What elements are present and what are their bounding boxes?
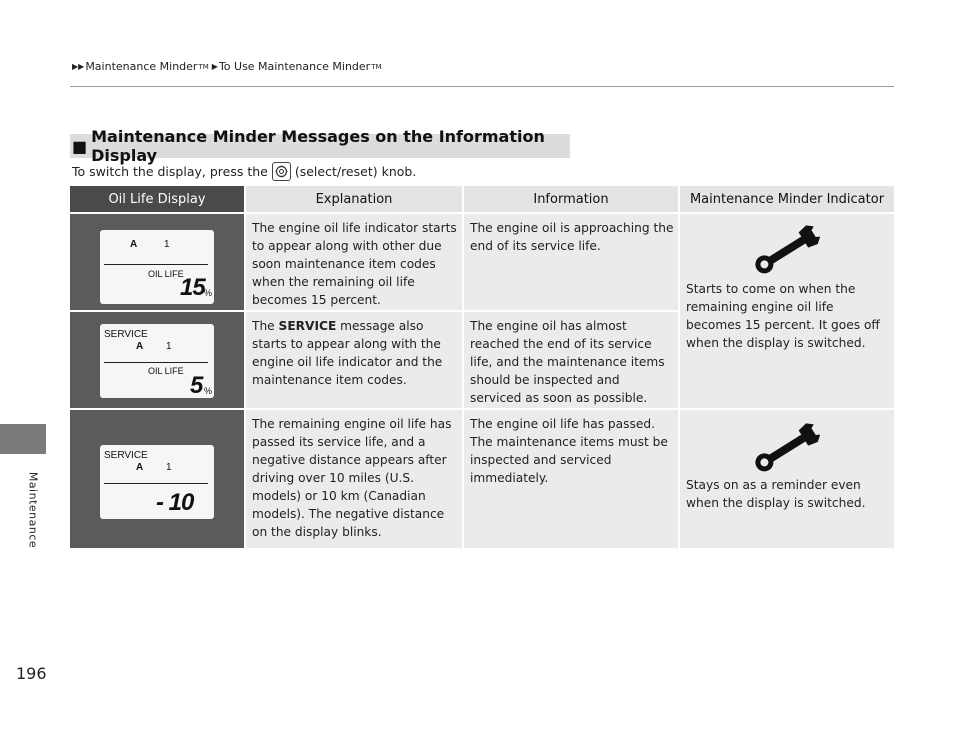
lcd-display — [100, 324, 214, 398]
lcd-display — [100, 230, 214, 304]
service-keyword: SERVICE — [278, 319, 337, 333]
header-oil-life-display: Oil Life Display — [70, 186, 244, 212]
indicator-description: Stays on as a reminder even when the display is switched. — [686, 478, 866, 510]
maintenance-subcode: 1 — [166, 462, 172, 473]
lcd-display — [100, 445, 214, 519]
chapter-label — [22, 460, 44, 560]
breadcrumb-item: To Use Maintenance Minder — [218, 60, 371, 73]
header-divider — [70, 86, 894, 87]
explanation-text: message also starts to appear along with the engine oil life indicator and the maintenance item codes. — [252, 319, 443, 387]
explanation-prefix: The — [252, 319, 275, 333]
maintenance-table — [70, 186, 894, 548]
oil-life-label: OIL LIFE — [148, 366, 184, 376]
section-title-text: Maintenance Minder Messages on the Information Display — [91, 127, 545, 165]
maintenance-subcode: 1 — [166, 341, 172, 352]
negative-distance-value: - 10 — [156, 489, 194, 516]
oil-life-display-cell — [70, 312, 244, 408]
breadcrumb-item: Maintenance Minder — [85, 60, 198, 73]
breadcrumb-arrow-icon: ▶▶ — [72, 62, 85, 71]
lcd-divider — [104, 264, 208, 265]
lcd-divider — [104, 483, 208, 484]
page-number: 196 — [16, 664, 47, 683]
oil-life-unit: % — [204, 386, 213, 396]
oil-life-value: 15 — [180, 274, 205, 301]
maintenance-code: A — [136, 462, 144, 473]
section-title — [70, 127, 570, 165]
oil-life-display-cell — [70, 214, 244, 310]
information-cell: The engine oil is approaching the end of its service life. — [464, 214, 678, 310]
service-label: SERVICE — [104, 329, 148, 340]
indicator-cell — [680, 410, 894, 548]
intro-before: To switch the display, press the — [72, 164, 268, 179]
maintenance-code: A — [136, 341, 144, 352]
square-bullet-icon: ■ — [72, 136, 88, 156]
header-explanation: Explanation — [246, 186, 462, 212]
information-cell: The engine oil life has passed. The maintenance items must be inspected and serviced immediately. — [464, 410, 678, 548]
maintenance-code: A — [130, 239, 138, 250]
trademark-mark: TM — [198, 62, 209, 71]
service-label: SERVICE — [104, 450, 148, 461]
oil-life-label: OIL LIFE — [148, 269, 184, 279]
explanation-cell — [246, 312, 462, 408]
wrench-icon — [748, 220, 830, 278]
breadcrumb-arrow-icon: ▶ — [211, 62, 218, 71]
intro-after: (select/reset) knob. — [294, 164, 417, 179]
select-reset-knob-icon — [272, 162, 291, 181]
explanation-cell: The engine oil life indicator starts to appear along with other due soon maintenance item codes when the remaining oil life becomes 15 percent. — [246, 214, 462, 310]
wrench-icon — [748, 418, 830, 476]
lcd-divider — [104, 362, 208, 363]
intro-text — [72, 162, 416, 181]
chapter-tab — [0, 424, 46, 454]
explanation-cell: The remaining engine oil life has passed its service life, and a negative distance appears after driving over 10 miles (U.S. models) or 10 km (Canadian models). The negative distance on the display blinks. — [246, 410, 462, 548]
header-indicator: Maintenance Minder Indicator — [680, 186, 894, 212]
information-cell: The engine oil has almost reached the end of its service life, and the maintenance items should be inspected and serviced as soon as possible. — [464, 312, 678, 408]
oil-life-unit: % — [204, 288, 213, 298]
oil-life-value: 5 — [190, 372, 203, 399]
breadcrumb — [72, 60, 382, 73]
indicator-description: Starts to come on when the remaining engine oil life becomes 15 percent. It goes off when the display is switched. — [686, 282, 880, 350]
trademark-mark: TM — [371, 62, 382, 71]
header-information: Information — [464, 186, 678, 212]
indicator-cell — [680, 214, 894, 408]
oil-life-display-cell — [70, 410, 244, 548]
chapter-label-text: Maintenance — [26, 471, 40, 549]
maintenance-subcode: 1 — [164, 239, 170, 250]
